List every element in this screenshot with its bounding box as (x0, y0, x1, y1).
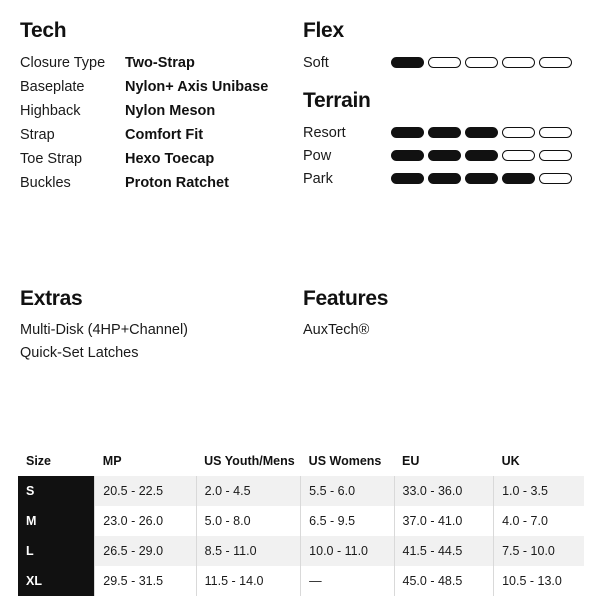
spec-label: Closure Type (20, 55, 106, 71)
spec-label: Buckles (20, 175, 71, 191)
column-header-eu: EU (402, 454, 420, 468)
cell-us-youth-mens: 5.0 - 8.0 (196, 506, 301, 536)
cell-eu: 33.0 - 36.0 (394, 476, 494, 506)
cell-size: XL (18, 566, 95, 596)
spec-label: Toe Strap (20, 151, 83, 167)
rating-pip-filled (465, 127, 498, 138)
spec-row (20, 75, 290, 99)
table-row (18, 566, 584, 596)
cell-us-womens: 5.5 - 6.0 (301, 476, 394, 506)
extras-item: Quick-Set Latches (20, 345, 139, 361)
flex-section-title: Flex (303, 19, 344, 42)
rating-pip-filled (391, 127, 424, 138)
cell-uk: 4.0 - 7.0 (494, 506, 584, 536)
terrain-rating-row (303, 167, 588, 190)
size-chart (18, 450, 584, 596)
terrain-rating-pips (391, 150, 572, 161)
rating-pip-filled (502, 173, 535, 184)
rating-pip-empty (539, 150, 572, 161)
cell-size: M (18, 506, 95, 536)
flex-rating-row (303, 51, 588, 74)
terrain-rating-row (303, 144, 588, 167)
table-header-row (18, 450, 584, 476)
spec-row (20, 123, 290, 147)
rating-pip-empty (502, 150, 535, 161)
table-row (18, 476, 584, 506)
cell-us-womens: — (301, 566, 394, 596)
rating-pip-filled (465, 150, 498, 161)
cell-us-youth-mens: 8.5 - 11.0 (196, 536, 301, 566)
spec-value: Two-Strap (125, 55, 195, 71)
spec-row (20, 171, 290, 195)
flex-section (303, 20, 588, 74)
spec-value: Nylon Meson (125, 103, 216, 119)
rating-pip-filled (428, 150, 461, 161)
rating-pip-filled (428, 173, 461, 184)
cell-us-womens: 10.0 - 11.0 (301, 536, 394, 566)
rating-label: Soft (303, 54, 329, 71)
table-row (18, 506, 584, 536)
cell-eu: 41.5 - 44.5 (394, 536, 494, 566)
cell-us-youth-mens: 11.5 - 14.0 (196, 566, 301, 596)
spec-label: Strap (20, 127, 55, 143)
column-header-us-youth-mens: US Youth/Mens (204, 454, 295, 468)
cell-us-youth-mens: 2.0 - 4.5 (196, 476, 301, 506)
rating-pip-empty (502, 127, 535, 138)
column-header-us-womens: US Womens (308, 454, 382, 468)
spec-row (20, 99, 290, 123)
flex-rating-pips (391, 57, 572, 68)
rating-label: Pow (303, 147, 332, 164)
size-chart-header (18, 450, 584, 476)
rating-pip-empty (539, 127, 572, 138)
rating-label: Resort (303, 124, 346, 141)
spec-label: Baseplate (20, 79, 85, 95)
terrain-section-title: Terrain (303, 89, 371, 112)
cell-uk: 10.5 - 13.0 (494, 566, 584, 596)
extras-section-title: Extras (20, 287, 83, 310)
terrain-rating-pips (391, 127, 572, 138)
column-header-mp: MP (102, 454, 122, 468)
cell-mp: 23.0 - 26.0 (95, 506, 196, 536)
spec-label: Highback (20, 103, 81, 119)
spec-value: Nylon+ Axis Unibase (125, 79, 269, 95)
rating-pip-empty (465, 57, 498, 68)
tech-section-title: Tech (20, 19, 67, 42)
spec-value: Hexo Toecap (125, 151, 215, 167)
rating-pip-filled (428, 127, 461, 138)
rating-label: Park (303, 170, 333, 187)
features-item: AuxTech® (303, 322, 370, 338)
terrain-rating-row (303, 121, 588, 144)
table-row (18, 536, 584, 566)
extras-section (20, 288, 290, 365)
spec-row (20, 51, 290, 75)
rating-pip-filled (465, 173, 498, 184)
spec-value: Comfort Fit (125, 127, 204, 143)
terrain-rating-pips (391, 173, 572, 184)
rating-pip-empty (502, 57, 535, 68)
rating-pip-empty (539, 57, 572, 68)
rating-pip-empty (539, 173, 572, 184)
cell-mp: 26.5 - 29.0 (95, 536, 196, 566)
cell-uk: 1.0 - 3.5 (494, 476, 584, 506)
tech-spec-list (20, 51, 290, 195)
features-section (303, 288, 588, 342)
rating-pip-filled (391, 173, 424, 184)
extras-item: Multi-Disk (4HP+Channel) (20, 322, 189, 338)
cell-mp: 20.5 - 22.5 (95, 476, 196, 506)
cell-us-womens: 6.5 - 9.5 (301, 506, 394, 536)
cell-size: L (18, 536, 95, 566)
size-chart-table (18, 450, 584, 596)
cell-eu: 45.0 - 48.5 (394, 566, 494, 596)
cell-size: S (18, 476, 95, 506)
size-chart-body (18, 476, 584, 596)
cell-uk: 7.5 - 10.0 (494, 536, 584, 566)
column-header-size: Size (26, 454, 52, 468)
rating-pip-filled (391, 150, 424, 161)
column-header-uk: UK (501, 454, 520, 468)
cell-mp: 29.5 - 31.5 (95, 566, 196, 596)
tech-section (20, 20, 290, 195)
rating-pip-empty (428, 57, 461, 68)
rating-pip-filled (391, 57, 424, 68)
terrain-section (303, 90, 588, 190)
cell-eu: 37.0 - 41.0 (394, 506, 494, 536)
spec-row (20, 147, 290, 171)
features-section-title: Features (303, 287, 389, 310)
spec-value: Proton Ratchet (125, 175, 229, 191)
